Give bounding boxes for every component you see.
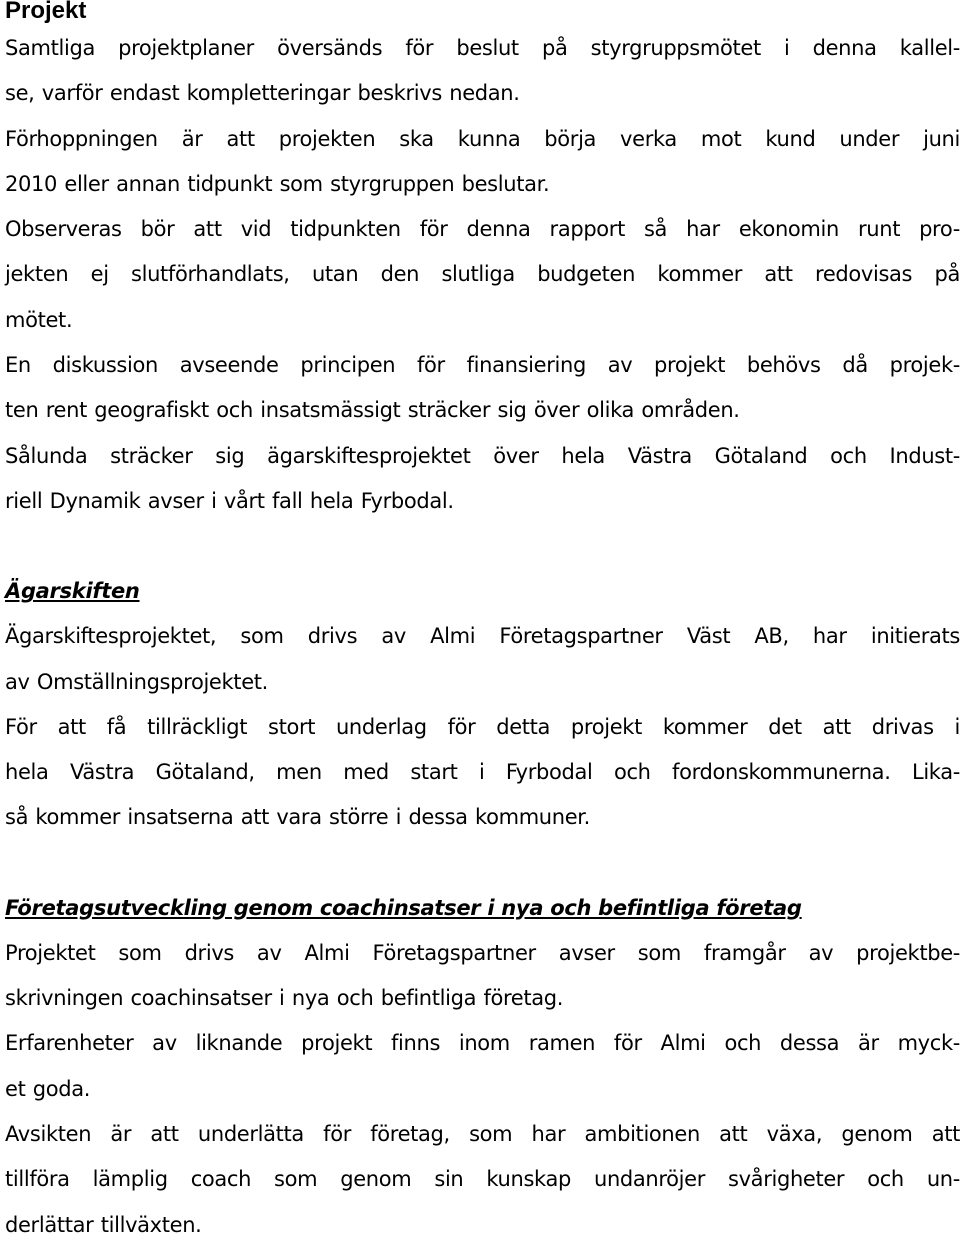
section-agarskiften: [5, 569, 960, 840]
text-line: Sålunda sträcker sig ägarskiftesprojektet över hela Västra Götaland och Indust-: [5, 443, 960, 468]
text-line: Projektet som drivs av Almi Företagspartner avser som framgår av projektbe-: [5, 940, 960, 965]
intro-section: [5, 26, 960, 524]
text-line: tillföra lämplig coach som genom sin kunskap undanröjer svårigheter och un-: [5, 1167, 960, 1192]
text-line: För att få tillräckligt stort underlag för detta projekt kommer det att drivas i: [5, 714, 960, 739]
text-line: se, varför endast kompletteringar beskrivs nedan.: [5, 81, 520, 106]
paragraph: [5, 931, 960, 1022]
text-line: ten rent geografiskt och insatsmässigt sträcker sig över olika områden.: [5, 398, 740, 423]
paragraph: [5, 434, 960, 525]
paragraph: [5, 343, 960, 434]
section-spacer: [5, 841, 960, 886]
section-heading: Ägarskiften: [5, 579, 140, 604]
text-line: 2010 eller annan tidpunkt som styrgruppen beslutar.: [5, 171, 550, 196]
text-line: Erfarenheter av liknande projekt finns inom ramen för Almi och dessa är myck-: [5, 1031, 960, 1056]
text-line: derlättar tillväxten.: [5, 1212, 202, 1237]
text-line: Ägarskiftesprojektet, som drivs av Almi Företagspartner Väst AB, har initierats: [5, 624, 960, 649]
section-foretagsutveckling: [5, 886, 960, 1248]
paragraph: [5, 207, 960, 343]
text-line: et goda.: [5, 1076, 91, 1101]
text-line: så kommer insatserna att vara större i dessa kommuner.: [5, 805, 590, 830]
page-title: Projekt: [5, 0, 87, 24]
text-line: av Omställningsprojektet.: [5, 669, 268, 694]
text-line: Observeras bör att vid tidpunkten för denna rapport så har ekonomin runt pro-: [5, 217, 960, 242]
text-line: mötet.: [5, 307, 73, 332]
text-line: riell Dynamik avser i vårt fall hela Fyrbodal.: [5, 488, 454, 513]
document-page: [5, 0, 960, 1248]
section-heading: Företagsutveckling genom coachinsatser i nya och befintliga företag: [5, 895, 802, 920]
paragraph: [5, 1112, 960, 1248]
text-line: Samtliga projektplaner översänds för beslut på styrgruppsmötet i denna kallel-: [5, 36, 960, 60]
section-spacer: [5, 524, 960, 569]
paragraph: [5, 614, 960, 705]
text-line: Förhoppningen är att projekten ska kunna börja verka mot kund under juni: [5, 126, 960, 151]
paragraph: [5, 26, 960, 117]
text-line: En diskussion avseende principen för finansiering av projekt behövs då projek-: [5, 353, 960, 378]
text-line: Avsikten är att underlätta för företag, som har ambitionen att växa, genom att: [5, 1121, 960, 1146]
paragraph: [5, 117, 960, 208]
text-line: skrivningen coachinsatser i nya och befintliga företag.: [5, 986, 564, 1011]
paragraph: [5, 705, 960, 841]
text-line: jekten ej slutförhandlats, utan den slutliga budgeten kommer att redovisas på: [5, 262, 960, 287]
paragraph: [5, 1021, 960, 1112]
text-line: hela Västra Götaland, men med start i Fyrbodal och fordonskommunerna. Lika-: [5, 760, 960, 785]
